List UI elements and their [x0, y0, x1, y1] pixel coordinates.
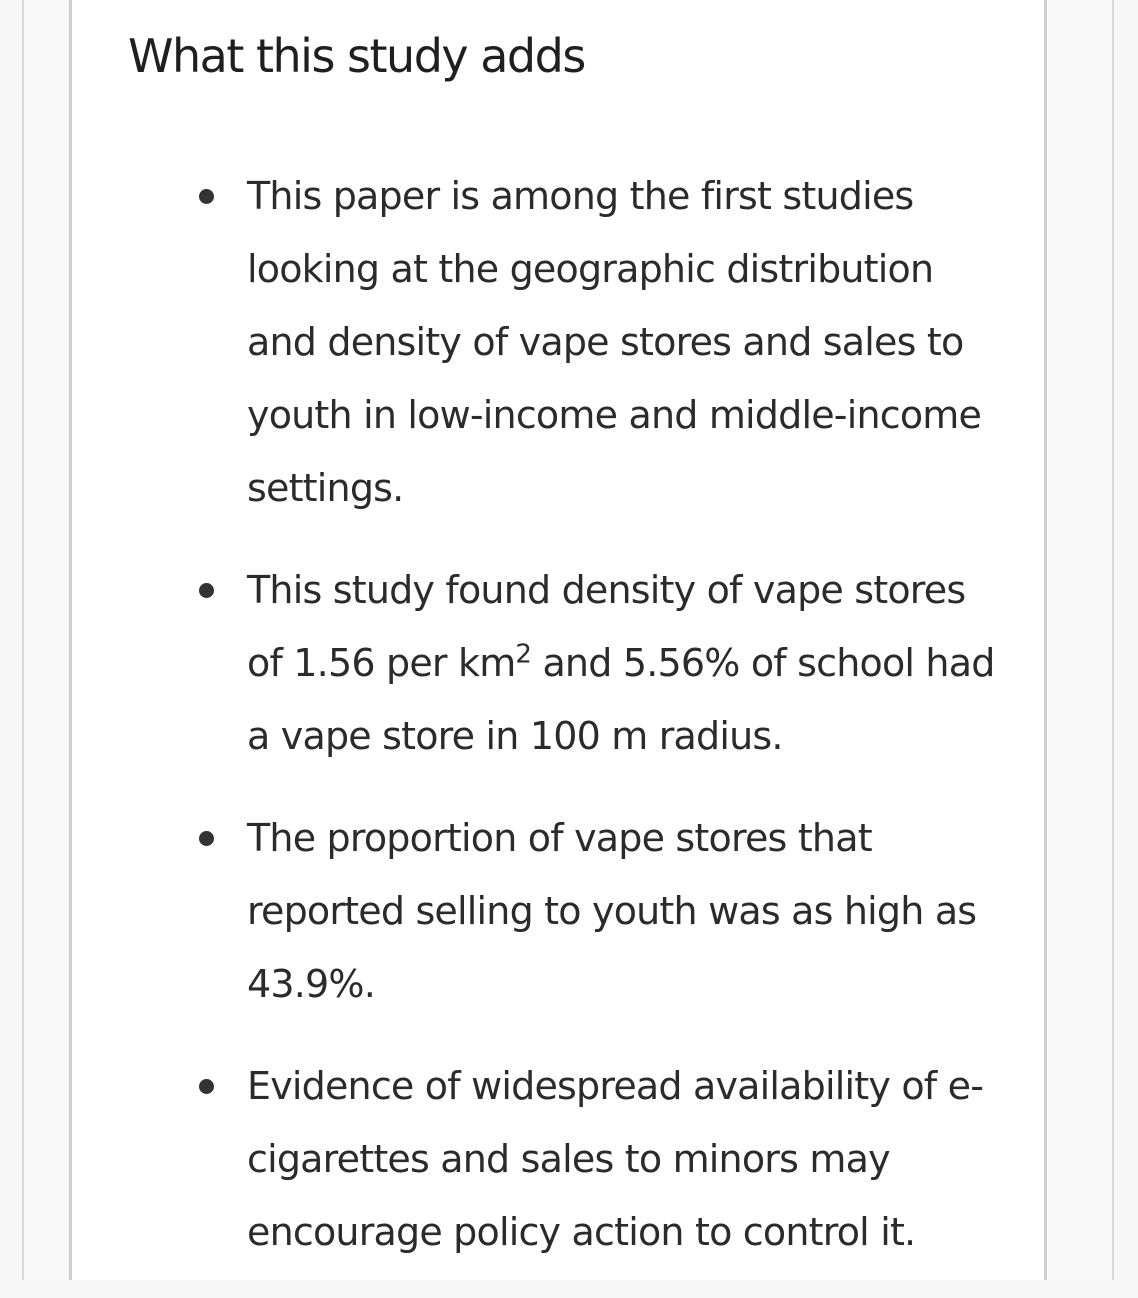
bullet-icon	[199, 831, 214, 846]
finding-item	[195, 802, 995, 1021]
finding-text: The proportion of vape stores that reported selling to youth was as high as 43.9%.	[247, 816, 977, 1006]
finding-text: This paper is among the first studies looking at the geographic distribution and density of vape stores and sales to youth in low-income and middle-income settings.	[247, 174, 982, 510]
superscript: 2	[515, 639, 532, 670]
section-title: What this study adds	[128, 29, 585, 83]
findings-list	[195, 160, 995, 1298]
bullet-icon	[199, 189, 214, 204]
finding-text-part: and 5.56% of school had a vape store in 100 m radius.	[247, 641, 995, 758]
finding-item	[195, 554, 995, 773]
bullet-icon	[199, 1079, 214, 1094]
finding-item	[195, 1050, 995, 1269]
bullet-icon	[199, 583, 214, 598]
finding-text-part: This study found density of vape stores of 1.56 per km	[247, 568, 966, 685]
finding-text: Evidence of widespread availability of e-cigarettes and sales to minors may encourage policy action to control it.	[247, 1064, 984, 1254]
finding-text	[247, 568, 995, 758]
finding-item	[195, 160, 995, 525]
